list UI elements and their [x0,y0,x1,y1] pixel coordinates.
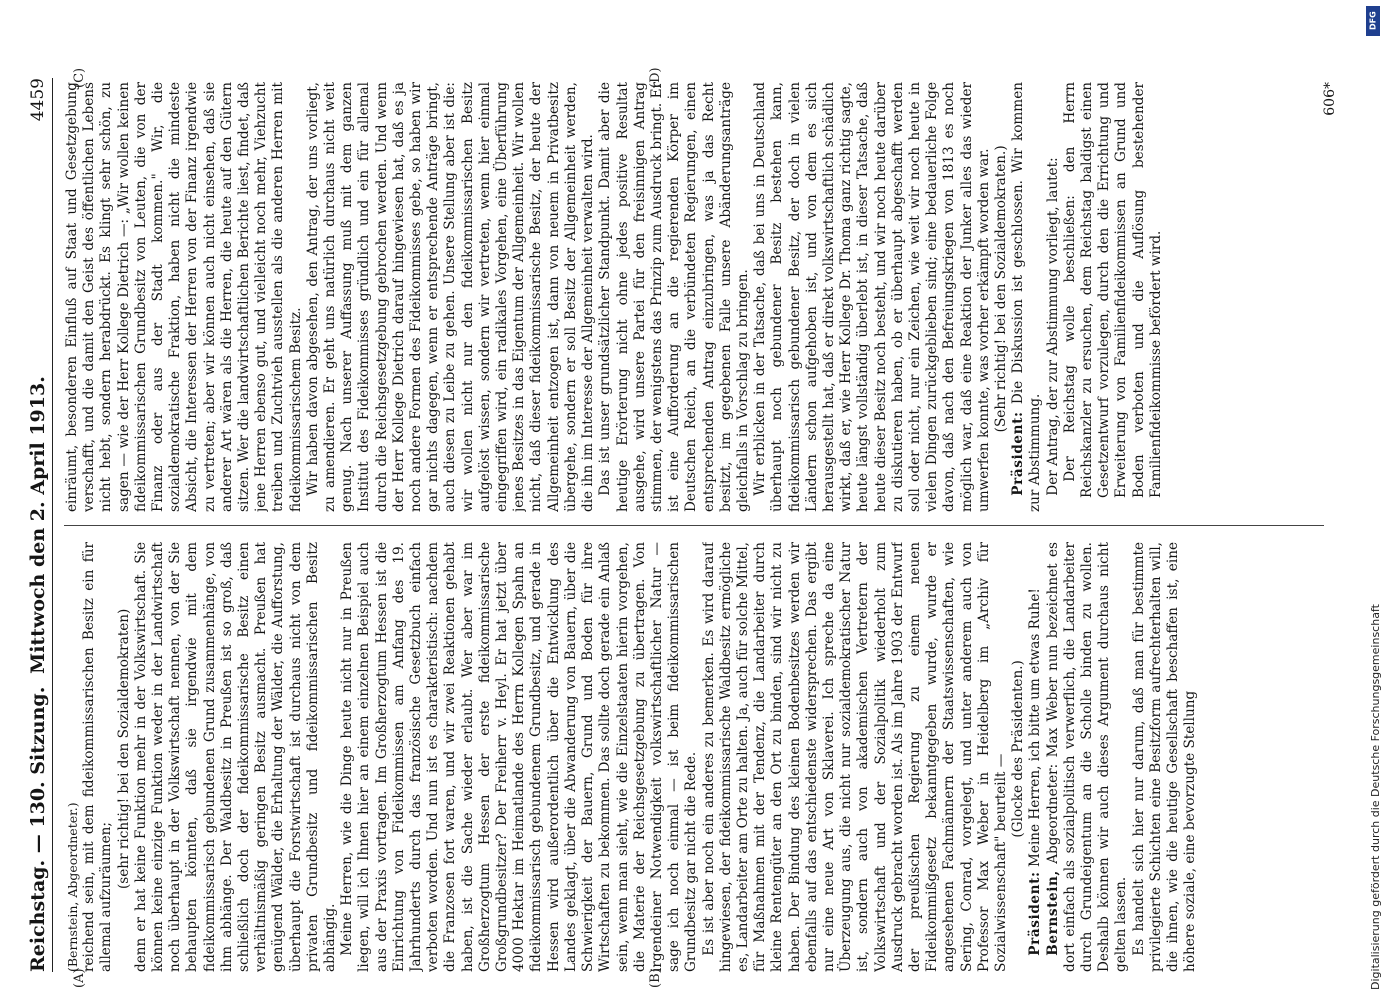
page-number: 4459 [28,78,48,122]
margin-marker-a: (A) [72,968,87,988]
speaker-role: Abgeordneter: [1044,763,1061,864]
session-date: Mittwoch den 2. April 1913. [27,376,49,674]
page-header [26,78,53,972]
right-column [64,82,1336,512]
speaker-label: Präsident: [1027,871,1044,956]
interjection: (sehr richtig! bei den Sozialdemokraten) [115,608,132,890]
rotated-page-frame [8,60,1358,990]
paragraph: Meine Herren, wie die Dinge heute nicht nur in Preußen liegen, will ich Ihnen hier an einem einzelnen Beispiel auch aus der Praxis vortragen. Im Großherzogtum Hessen ist die Einrichtung von Fideikommissen am Anfang des 19. Jahrhunderts durch das französische Gesetzbuch einfach verboten worden. Und nun ist es charakteristisch: nachdem die Franzosen fort waren, und wir zwei Reaktionen gehabt haben, ist die Sache wieder erlaubt. Wer aber war im Großherzogtum Hessen der erste fideikommissarische Großgrundbesitzer? Der Freiherr v. Heyl. Er hat jetzt über 4000 Hektar im Heimatlande des Herrn Kollegen Spahn an fideikommissarisch gebundenem Grundbesitz, und gerade in Hessen wird außerordentlich über die Entwicklung des Landes geklagt, über die Abwanderung von Bauern, über die Schwierigkeit der Bauern, Grund und Boden für ihre Wirtschaften zu bekommen. Das sollte doch gerade ein Anlaß sein, wenn man sieht, wie die Einzelstaaten hierin vorgehen, die Materie der Reichsgesetzgebung zu übertragen. Von irgendeiner Notwendigkeit volkswirtschaftlicher Natur — sage ich noch einmal — ist beim fideikommissarischen Grundbesitz gar nicht die Rede. [339,542,700,972]
paragraph: Wir haben davon abgesehen, den Antrag, der uns vorliegt, zu amendieren. Er geht uns natürlich durchaus nicht weit genug. Nach unserer Auffassung muß mit dem ganzen Institut des Fideikommisses gründlich und ein für allemal durch die Reichsgesetzgebung gebrochen werden. Und wenn der Herr Kollege Dietrich darauf hingewiesen hat, daß es ja noch andere Formen des Fideikommisses gebe, so haben wir gar nichts dagegen, wenn er entsprechende Anträge bringt, auch diesen zu Leibe zu gehen. Unsere Stellung aber ist die: wir wollen nicht nur den fideikommissarischen Besitz aufgelöst wissen, sondern wir vertreten, wenn hier einmal eingegriffen wird, ein radikales Vorgehen, eine Überführung jenes Besitzes in das Eigentum der Allgemeinheit. Wir wollen nicht, daß dieser fideikommissarische Besitz, der heute der Allgemeinheit entzogen ist, dann von neuem in Privatbesitz übergehe, sondern er soll Besitz der Allgemeinheit werden, die ihn im Interesse der Allgemeinheit verwalten wird. [304,82,597,512]
footer-mark: 606* [1322,82,1338,116]
paragraph: Es ist aber noch ein anderes zu bemerken. Es wird darauf hingewiesen, der fideikommissarische Waldbesitz ermögliche es, Landarbeiter am Orte zu halten. Ja, auch für solche Mittel, für Maßnahmen mit der Tendenz, die Landarbeiter durch kleine Rentengüter an den Ort zu binden, sind wir nicht zu haben. Der Bindung des kleinen Bodenbesitzes werden wir ebenfalls auf das entschiedenste widersprechen. Das ergibt nur eine neue Art von Sklaverei. Ich spreche da eine Überzeugung aus, die nicht nur sozialdemokratischer Natur ist, sondern auch von akademischen Vertretern der Volkswirtschaft und der Sozialpolitik wiederholt zum Ausdruck gebracht worden ist. Als im Jahre 1903 der Entwurf der preußischen Regierung zu einem neuen Fideikommißgesetz bekanntgegeben wurde, wurde er angesehenen Fachmännern der Staatswissenschaften, wie Sering, Conrad, vorgelegt, und unter anderem auch von Professor Max Weber in Heidelberg im „Archiv für Sozialwissenschaft" beurteilt — [700,542,1009,972]
margin-marker-c: (C) [72,67,87,88]
paragraph: reichend sein, mit dem fideikommissarischen Besitz ein für allemal aufzuräumen; [81,542,115,972]
margin-marker-d: (D) [648,67,663,88]
speech-text: Die Diskussion ist geschlossen. Wir kommen zur Abstimmung. [1010,82,1044,512]
session-title: Reichstag. — 130. Sitzung. [27,686,49,972]
left-column [64,542,1336,972]
dfg-logo: DFG [1366,6,1380,36]
speech-text: Max Weber nun bezeichnet es dort einfach als sozialpolitisch verwerflich, die Landarbeiter durch Grundeigentum an die Scholle binden zu wollen. Deshalb können wir auch dieses Argument durchaus nicht gelten lassen. [1044,542,1130,972]
speech-text: Meine Herren, ich bitte um etwas Ruhe! [1027,588,1044,868]
margin-marker-b: (B) [648,968,663,988]
interjection: (Glocke des Präsidenten.) [1010,660,1027,838]
interjection: (Sehr richtig! bei den Sozialdemokraten.) [992,145,1009,433]
bernstein-remark [1045,542,1131,972]
president-remark [1010,82,1044,512]
paragraph: einräumt, besonderen Einfluß auf Staat und Gesetzgebung verschafft, und die damit den Geist des öffentlichen Lebens nicht hebt, sondern herabdrückt. Es klingt sehr schön, zu sagen — wie der Herr Kollege Dietrich —: „Wir wollen keinen fideikommissarischen Grundbesitz von Leuten, die von der Finanz oder aus der Stadt kommen." Wir, die sozialdemokratische Fraktion, haben nicht die mindeste Absicht, die Interessen der Herren von der Finanz irgendwie zu vertreten; aber wir können auch nicht einsehen, daß sie anderer Art wären als die Herren, die heute auf den Gütern sitzen. Wer die landwirtschaftlichen Berichte liest, findet, daß jene Herren ebenso gut, und vielleicht noch mehr, Viehzucht treiben und Zuchtvieh ausstellen als die anderen Herren mit fideikommissarischem Besitz. [64,82,304,512]
speaker-intro: (Bernstein, Abgeordneter.) [65,802,80,972]
paragraph: Es handelt sich hier nur darum, daß man für bestimmte privilegierte Schichten eine Besitzform aufrechterhalten will, die ihnen, wie die heutige Gesellschaft beschaffen ist, eine höhere soziale, eine bevorzugte Stellung [1130,542,1199,972]
dfg-credit-text: Digitalisierung gefördert durch die Deutsche Forschungsgemeinschaft [1369,604,1382,990]
speaker-label: Präsident: [1010,411,1027,496]
paragraph: Der Antrag, der zur Abstimmung vorliegt, lautet: [1044,157,1061,496]
paragraph: Wir erblicken in der Tatsache, daß bei uns in Deutschland überhaupt noch gebundener Besitz bestehen kann, fideikommissarisch gebundener Besitz, der doch in vielen Ländern schon aufgehoben ist, und von dem es sich herausgestellt hat, daß er direkt volkswirtschaftlich schädlich wirkt, daß er, wie Herr Kollege Dr. Thoma ganz richtig sagte, heute längst vollständig überlebt ist, in dieser Tatsache, daß heute dieser Besitz noch besteht, und wir noch heute darüber zu diskutieren haben, ob er überhaupt abgeschafft werden soll oder nicht, nur ein Zeichen, wie weit wir noch heute in vielen Dingen zurückgeblieben sind; eine bedauerliche Folge davon, daß nach den Befreiungskriegen von 1813 es noch möglich war, daß eine Reaktion der Junker alles das wieder umwerfen konnte, was vorher erkämpft worden war. [752,82,992,512]
speaker-label: Bernstein, [1044,870,1061,956]
column-divider [64,525,1324,526]
president-remark [1027,542,1044,972]
paragraph: denn er hat keine Funktion mehr in der Volkswirtschaft. Sie können keine einzige Funktion weder in der Landwirtschaft noch überhaupt in der Volkswirtschaft nennen, von der Sie behaupten könnten, daß sie irgendwie mit dem fideikommissarisch gebundenen Grund zusammenhänge, von ihm abhänge. Der Waldbesitz in Preußen ist so groß, daß schließlich doch der fideikommissarische Besitz einen verhältnismäßig geringen Besitz ausmacht. Preußen hat genügend Wälder, die Erhaltung der Wälder, die Aufforstung, überhaupt die Forstwirtschaft ist durchaus nicht von dem privaten Grundbesitz und fideikommissarischen Besitz abhängig. [132,542,339,972]
scanned-page [8,60,1358,990]
motion-text: Der Reichstag wolle beschließen: den Herrn Reichskanzler zu ersuchen, dem Reichstag baldigst einen Gesetzentwurf vorzulegen, durch den die Errichtung und Erweiterung von Familienfideikommissen an Grund und Boden verboten und die Auflösung bestehender Familienfideikommisse befördert wird. [1061,82,1164,498]
paragraph: Das ist unser grundsätzlicher Standpunkt. Damit aber die heutige Erörterung nicht ohne jedes positive Resultat ausgehe, wird unsere Partei für den freisinnigen Antrag stimmen, der wenigstens das Prinzip zum Ausdruck bringt. Er ist eine Aufforderung an die regierenden Körper im Deutschen Reich, an die verbündeten Regierungen, einen entsprechenden Antrag einzubringen, was ja das Recht besitzt, im gegebenen Falle unsere Abänderungsanträge gleichfalls in Vorschlag zu bringen. [597,82,751,512]
